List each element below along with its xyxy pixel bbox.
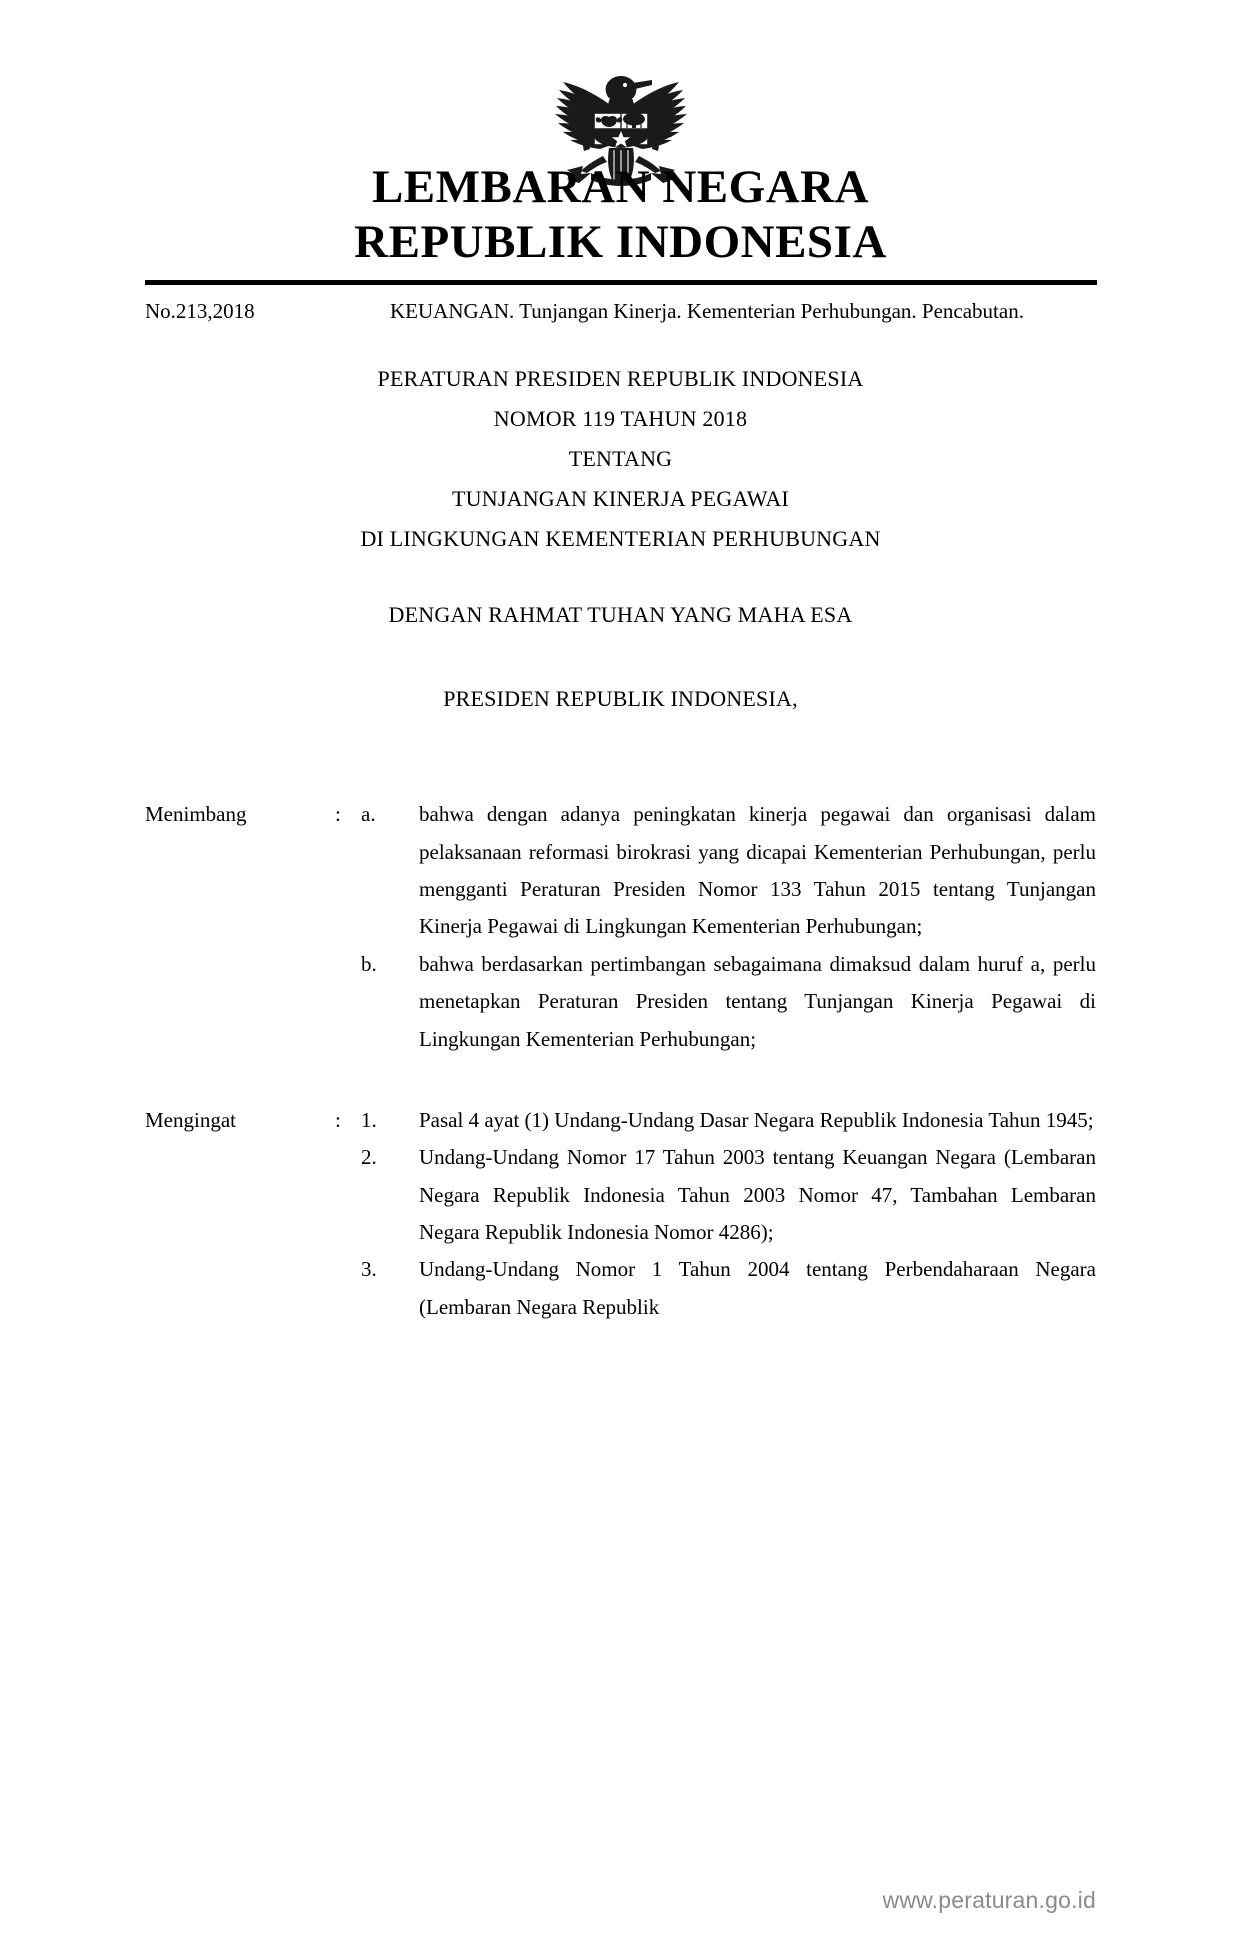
menimbang-text-b: bahwa berdasarkan pertimbangan sebagaimana dimaksud dalam huruf a, perlu menetapkan Peraturan Presiden tentang Tunjangan Kinerja Pegawai di Lingkungan Kementerian Perhubungan; [419,951,1096,1051]
mengingat-label: Mengingat [145,1107,236,1132]
mengingat-marker-3: 3. [361,1257,377,1282]
menimbang-item-b [145,946,1096,1058]
title-line-1: PERATURAN PRESIDEN REPUBLIK INDONESIA [377,366,864,392]
signer-line: PRESIDEN REPUBLIK INDONESIA, [443,686,798,712]
menimbang-section [145,796,1096,1058]
mengingat-text-1: Pasal 4 ayat (1) Undang-Undang Dasar Negara Republik Indonesia Tahun 1945; [419,1107,1094,1132]
menimbang-marker-a: a. [361,802,376,827]
menimbang-label: Menimbang [145,802,247,827]
mengingat-marker-2: 2. [361,1145,377,1170]
masthead-divider [145,280,1097,285]
menimbang-colon: : [335,802,341,827]
menimbang-item-a [145,796,1096,946]
footer-source-url: www.peraturan.go.id [882,1887,1096,1913]
mengingat-text-3: Undang-Undang Nomor 1 Tahun 2004 tentang Perbendaharaan Negara (Lembaran Negara Republik [419,1257,1096,1319]
title-line-4: TUNJANGAN KINERJA PEGAWAI [452,486,789,512]
clauses-container [145,796,1096,1326]
mengingat-marker-1: 1. [361,1107,377,1132]
title-line-2: NOMOR 119 TAHUN 2018 [493,406,748,432]
title-line-5: DI LINGKUNGAN KEMENTERIAN PERHUBUNGAN [360,526,881,552]
masthead [145,160,1096,271]
header-meta-row [145,296,1096,326]
menimbang-marker-b: b. [361,951,377,976]
regulation-title-block [145,368,1096,550]
mengingat-item-1 [145,1102,1096,1139]
emblem-container [145,0,1096,150]
gazette-subject: KEUANGAN. Tunjangan Kinerja. Kementerian Perhubungan. Pencabutan. [390,298,1024,323]
mengingat-colon: : [335,1107,341,1132]
title-line-3: TENTANG [568,446,673,472]
mengingat-item-3 [145,1251,1096,1326]
mengingat-item-2 [145,1139,1096,1251]
menimbang-text-a: bahwa dengan adanya peningkatan kinerja pegawai dan organisasi dalam pelaksanaan reformasi birokrasi yang dicapai Kementerian Perhubungan, perlu mengganti Peraturan Presiden Nomor 133 Tahun 2015 tentang Tunjangan Kinerja Pegawai di Lingkungan Kementerian Perhubungan; [419,802,1096,939]
gazette-number: No.213,2018 [145,298,255,323]
masthead-line-1: LEMBARAN NEGARA [371,161,870,213]
masthead-line-2: REPUBLIK INDONESIA [354,216,887,269]
blessing-line: DENGAN RAHMAT TUHAN YANG MAHA ESA [388,602,853,628]
mengingat-text-2: Undang-Undang Nomor 17 Tahun 2003 tentang Keuangan Negara (Lembaran Negara Republik Indonesia Tahun 2003 Nomor 47, Tambahan Lembaran Negara Republik Indonesia Nomor 4286); [419,1145,1096,1245]
mengingat-section [145,1102,1096,1326]
